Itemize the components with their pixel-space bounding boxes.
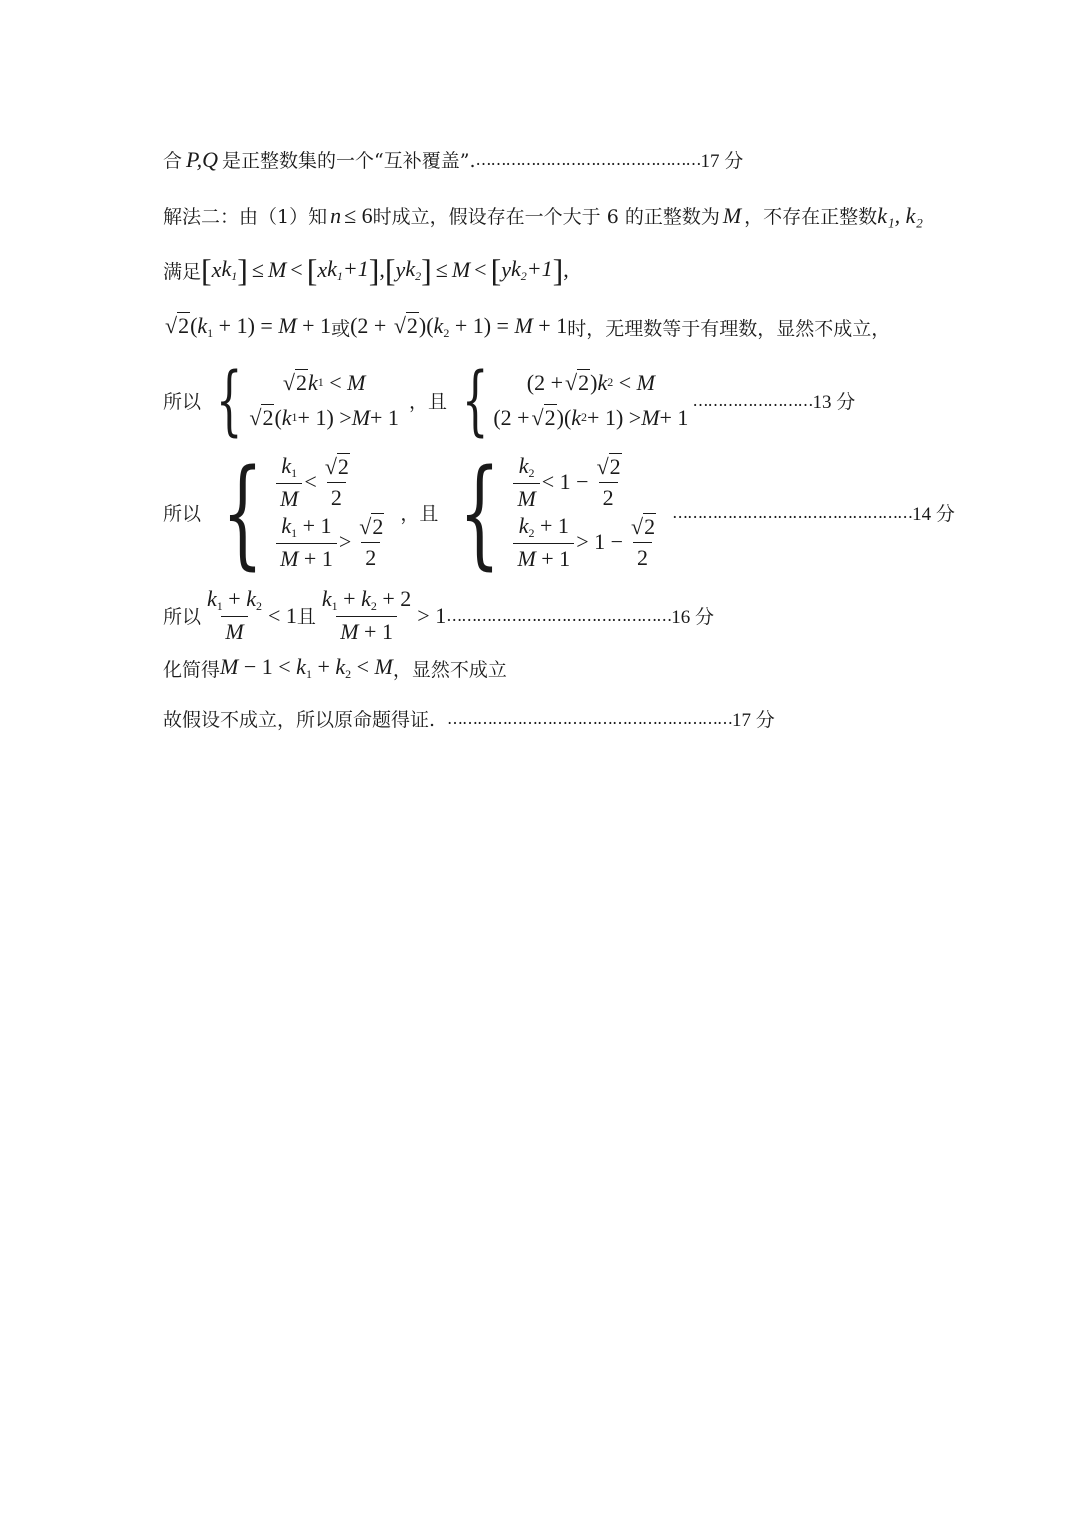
system-fraction-k2: { $\frac{k_2}{M}$ < 1 − √ $\frac{2}{2}$ $\frac{k_2 + 1}{M + 1}$ > 1 − √ $\frac{2}{2}$ xyxy=(442,452,662,572)
text-cover: 是正整数集的一个“互补覆盖”. xyxy=(222,150,476,172)
line-conclusion-17 xyxy=(163,146,743,173)
math-eq-2: (2 + √ $2)(k_2 + 1) = M + 1$ xyxy=(350,313,567,341)
line-system-14 xyxy=(163,443,955,581)
text-or: 或 xyxy=(331,317,351,340)
text-satisfy: 满足 xyxy=(163,260,202,283)
text-contradiction: 时，无理数等于有理数，显然不成立， xyxy=(567,317,891,340)
dot-leader: ………………………………………………… xyxy=(447,709,733,728)
line-method-two xyxy=(163,202,923,229)
text-proved: 故假设不成立，所以原命题得证. xyxy=(163,709,436,731)
math-sum-ineq-1: $\frac{k_1 + k_2}{M}$ < 1 xyxy=(207,586,297,644)
line-system-13 xyxy=(163,355,856,444)
var-k1k2: k₁, k₂ xyxy=(877,202,924,228)
dot-leader: ……………………………………… xyxy=(475,150,701,169)
score-13: 13 分 xyxy=(812,391,856,413)
dot-leader: ……………………………………… xyxy=(446,606,672,625)
text-qie: 且 xyxy=(296,606,316,628)
math-le6: ≤ 6 xyxy=(344,202,373,228)
text-so: 所以 xyxy=(163,502,202,525)
system-fraction-k1: { $\frac{k_1}{M}$ < √ $\frac{2}{2}$ $\frac{k_1 + 1}{M + 1}$ > √ $\frac{2}{2}$ xyxy=(205,452,390,572)
system-k2: { (2 + √ 2 ) k 2 < M (2 + √ 2 )( k 2 + 1) > M + 1 xyxy=(451,362,688,438)
line-final-17 xyxy=(163,705,775,732)
dot-leader: …………………… xyxy=(692,390,813,410)
var-m: M xyxy=(722,202,742,228)
score-17a: 17 分 xyxy=(700,151,744,172)
line-simplify xyxy=(163,654,507,682)
score-17b: 17 分 xyxy=(732,710,775,731)
text-no-int: ，不存在正整数 xyxy=(744,206,878,228)
var-n: n xyxy=(330,202,342,228)
text-and: ，且 xyxy=(408,390,447,413)
math-eq-1: √ $2(k_1 + 1) = M + 1$ xyxy=(163,313,331,341)
dot-leader: ………………………………………… xyxy=(672,502,913,522)
line-satisfy xyxy=(163,254,569,286)
text-so: 所以 xyxy=(163,606,202,628)
math-sum-ineq-2: $\frac{k_1 + k_2 + 2}{M + 1}$ > 1 xyxy=(321,586,447,644)
text-not-hold: ，显然不成立 xyxy=(392,658,507,681)
text-method2: 解法二：由（1）知 xyxy=(163,206,328,228)
var-pq: P,Q xyxy=(186,146,219,172)
text-simplify: 化简得 xyxy=(163,658,221,681)
score-16: 16 分 xyxy=(671,607,714,628)
math-final-ineq: $M - 1 < k_1 + k_2 < M$ xyxy=(220,654,393,681)
text-and: ，且 xyxy=(400,502,439,525)
line-irrational xyxy=(163,313,890,341)
system-k1: { √ 2 k 1 < M √ 2 ( k 1 + 1) > M + 1 xyxy=(205,362,399,438)
score-14: 14 分 xyxy=(912,503,955,525)
text-assume: 时成立，假设存在一个大于 6 的正整数为 xyxy=(372,206,720,228)
text-so: 所以 xyxy=(163,390,202,413)
math-floor-inequalities: [ x $k_1$ ] ≤ M < [ x $k_1+1$ ] , [ y $k_2$ ] ≤ M < [ y $k_2+1$ ] , xyxy=(201,252,569,288)
line-sum-16 xyxy=(163,586,714,645)
text-he: 合 xyxy=(163,150,183,172)
